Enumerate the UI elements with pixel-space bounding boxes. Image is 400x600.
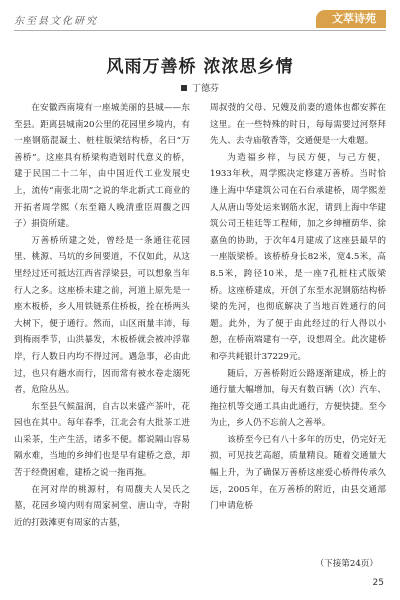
paragraph: 周叔弢的父母、兄嫂及前妻的遗体也都安葬在这里。在一些特殊的时日，每每需要过河祭拜先人、去寺庙敬香等，交通便是一大难题。	[210, 103, 386, 147]
paragraph: 该桥至今已有八十多年的历史，仍完好无损，可见技艺高超，质量精良。随着交通量大幅上升，为了确保万善桥这座爱心桥得传承久远，2005年，在万善桥的附近，由县交通部门申请危桥	[210, 434, 386, 512]
article-title: 风雨万善桥 浓浓思乡情	[106, 57, 294, 77]
paragraph: 东至县气候温润，自古以来盛产茶叶，花园也在其中。每年春季，江北会有大批茶工进山采茶，生产生活，诸多不便。都说隔山容易隔水难，当地的乡绅们也是早有建桥之意，却苦于经费困难，建桥之说一拖再拖。	[14, 401, 190, 479]
paragraph: 万善桥所建之处，曾经是一条通往花园里、桃源、马坑的乡间要道，不仅如此，从这里经过还可抵达江西省浮梁县，可以想象当年行人之多。这座桥未建之前，河道上原先是一座木板桥，乡人用铁链系住桥板，拴在桥两头大树下，便于通行。然而，山区雨量丰沛，每到梅雨季节，山洪暴发，木板桥就会被冲浮靠岸，行人数日内均不得过河。遇急事，必由此过，也只有趟水而行，因而常有被水卷走溺死者，危险丛丛。	[14, 235, 190, 396]
author-name: 丁德芬	[191, 84, 219, 94]
paragraph: 在安徽西南境有一座城美丽的县城——东至县。距离县城南20公里的花园里乡境内，有一座钢筋混凝土、桩柱版梁结构桥，名曰“万善桥”。这座具有桥梁构造划时代意义的桥，建于民国二十二年，由中国近代工业发展史上，流传“南张北周”之说的华北新式工商业的开拓者周学熙（东至籍人晚清重臣周馥之四子）捐资所建。	[14, 103, 190, 230]
author-square-icon	[181, 85, 187, 91]
header-divider	[14, 30, 386, 31]
right-column	[210, 100, 386, 515]
journal-name: 东至县文化研究	[14, 16, 98, 27]
continued-note: （下接第24页）	[315, 559, 378, 569]
author-byline	[0, 81, 400, 94]
paragraph: 为造福乡梓，与民方便，与己方便，1933年秋，周学熙决定修建万善桥。当时恰逢上海中华建筑公司在石台承建桥，周学熙差人从唐山等处运来钢筋水泥，请到上海中华建筑公司王桂廷等工程师，加之乡绅檀荫华、徐嘉鱼的协助，于次年4月建成了这座县最早的一座版梁桥。该桥桥身长82米，宽4.5米，高8.5米，跨径10米，是一座7孔桩柱式版梁桥。这座桥建成，开创了东至水泥钢筋结构桥梁的先河，也彻底解决了当地百姓通行的问题。此外，为了便于由此经过的行人得以小憩，在桥南端建有一亭，设想周全。此次建桥和亭共耗银计37229元。	[210, 152, 386, 362]
page-number: 25	[372, 578, 384, 588]
page-header	[14, 10, 386, 32]
paragraph: 在河对岸的桃源村，有周馥夫人吴氏之墓，花园乡境内则有周家祠堂、唐山寺，寺附近的打鼓滩更有周家的古墓，	[14, 484, 190, 528]
paragraph: 随后，万善桥附近公路逐渐建成，桥上的通行量大幅增加，每天有数百辆（次）汽车、拖拉机等交通工具由此通行，方便快捷。至今为止，乡人仍不忘前人之善举。	[210, 368, 386, 429]
left-column	[14, 100, 190, 531]
section-tab: 文萃诗苑	[316, 10, 386, 28]
